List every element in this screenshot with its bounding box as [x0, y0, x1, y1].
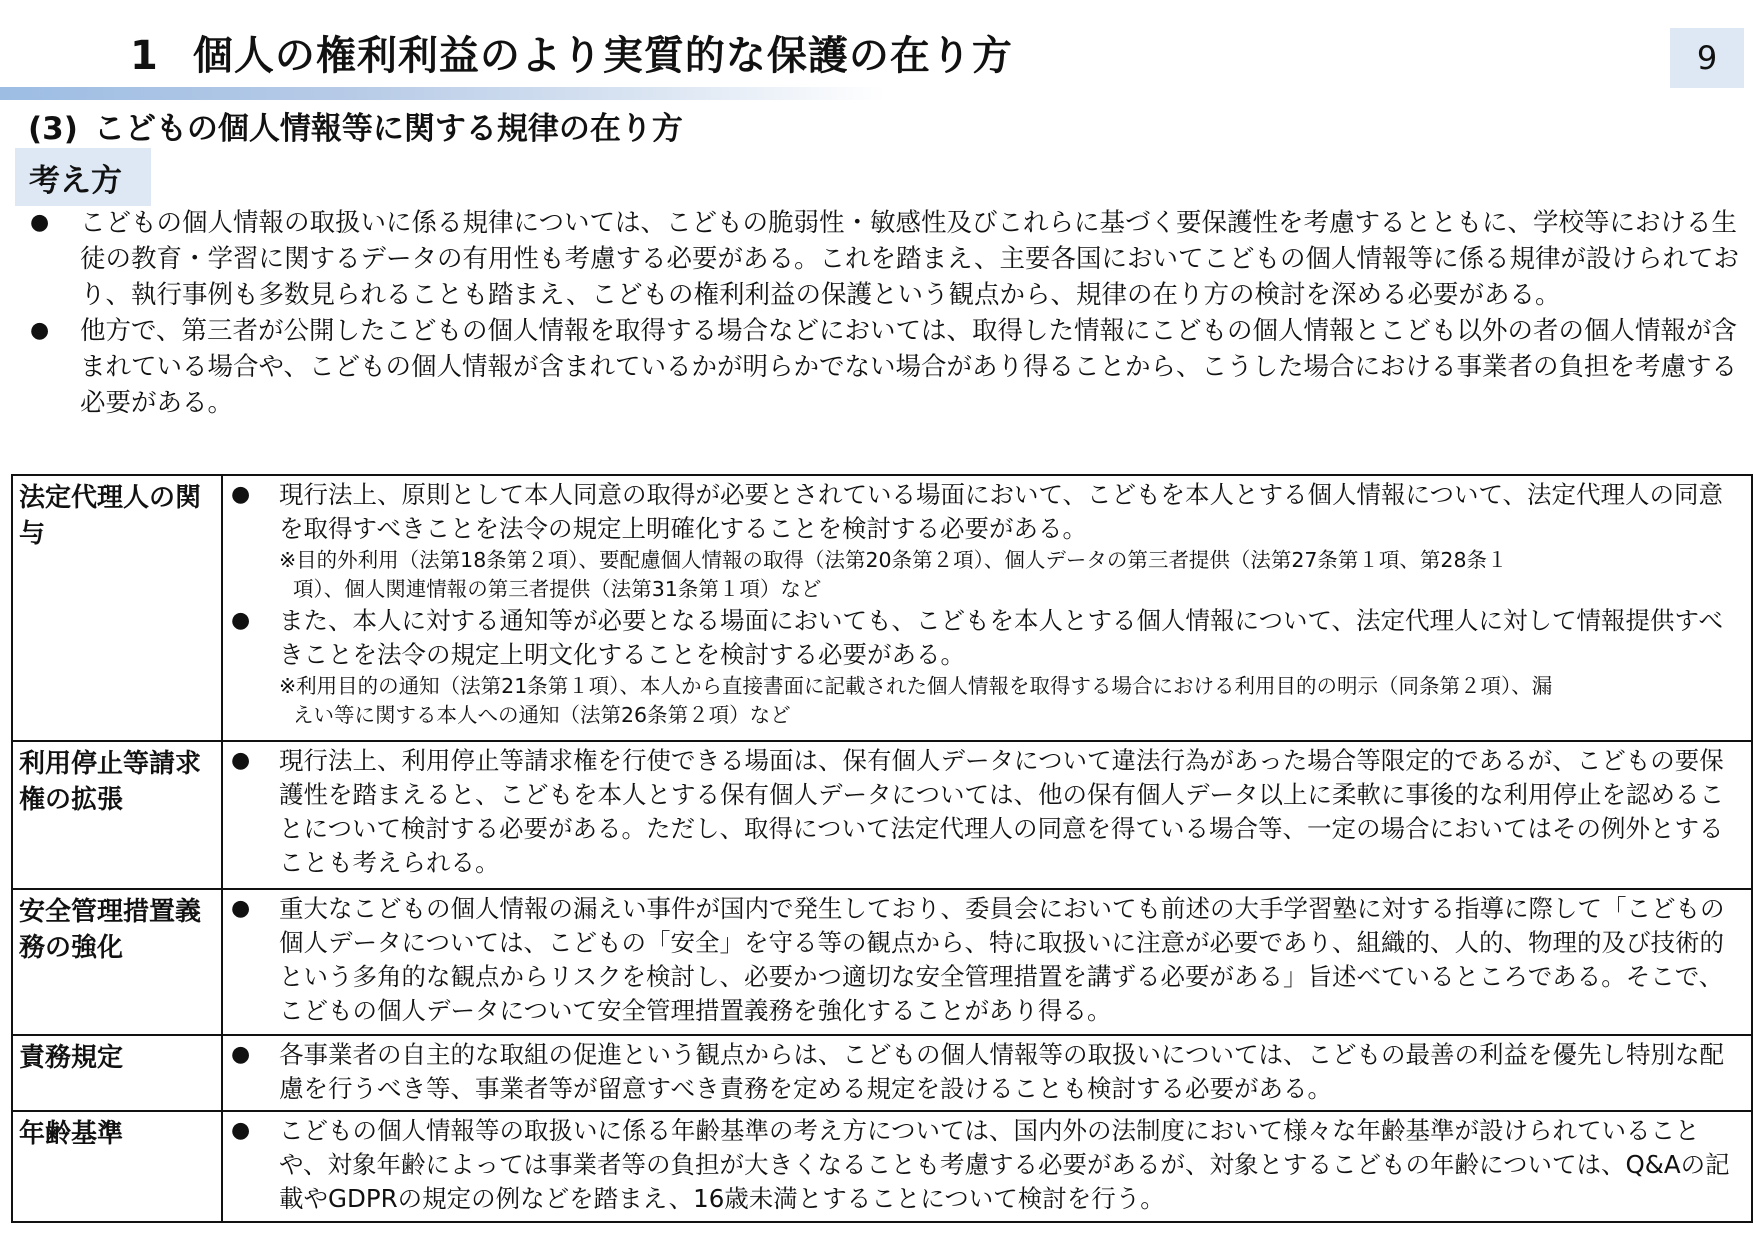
bullet-icon: ● — [30, 318, 50, 343]
rules-table — [11, 474, 1753, 1223]
approach-tag: 考え方 — [15, 148, 151, 206]
bullet-icon: ● — [231, 896, 251, 921]
page-number: 9 — [1670, 28, 1744, 88]
row-label: 安全管理措置義務の強化 — [12, 889, 222, 1035]
table-row — [12, 889, 1752, 1035]
row-bullet-text: 各事業者の自主的な取組の促進という観点からは、こどもの個人情報等の取扱いについては、こどもの最善の利益を優先し特別な配慮を行うべき等、事業者等が留意すべき責務を定める規定を設けることも検討する必要がある。 — [279, 1040, 1725, 1103]
intro-bullet — [24, 313, 1740, 421]
footnote-line: えい等に関する本人への通知（法第26条第２項）など — [293, 703, 791, 727]
row-footnote — [223, 546, 1745, 604]
table-row — [12, 1111, 1752, 1222]
row-content — [222, 741, 1752, 889]
row-content — [222, 1035, 1752, 1111]
row-bullet-text: 現行法上、原則として本人同意の取得が必要とされている場面において、こどもを本人とする個人情報について、法定代理人の同意を取得すべきことを法令の規定上明確化することを検討する必要がある。 — [279, 480, 1724, 543]
row-bullet-text: 重大なこどもの個人情報の漏えい事件が国内で発生しており、委員会においても前述の大手学習塾に対する指導に際して「こどもの個人データについては、こどもの「安全」を守る等の観点から、特に取扱いに注意が必要であり、組織的、人的、物理的及び技術的という多角的な観点からリスクを検討し、必要かつ適切な安全管理措置を講ずる必要がある」旨述べているところである。そこで、こどもの個人データについて安全管理措置義務を強化することがあり得る。 — [279, 894, 1725, 1025]
row-bullet-text: 現行法上、利用停止等請求権を行使できる場面は、保有個人データについて違法行為があった場合等限定的であるが、こどもの要保護性を踏まえると、こどもを本人とする保有個人データについては、他の保有個人データ以上に柔軟に事後的な利用停止を認めることについて検討する必要がある。ただし、取得について法定代理人の同意を得ている場合等、一定の場合においてはその例外とすることも考えられる。 — [279, 746, 1725, 877]
footnote-line: 項）、個人関連情報の第三者提供（法第31条第１項）など — [293, 577, 822, 601]
table-row — [12, 741, 1752, 889]
section-title: 個人の権利利益のより実質的な保護の在り方 — [192, 33, 1013, 79]
bullet-icon: ● — [231, 482, 251, 507]
row-bullet-text: また、本人に対する通知等が必要となる場面においても、こどもを本人とする個人情報について、法定代理人に対して情報提供すべきことを法令の規定上明文化することを検討する必要がある。 — [279, 606, 1724, 669]
row-bullet — [223, 1114, 1745, 1216]
table-row — [12, 1035, 1752, 1111]
bullet-icon: ● — [231, 748, 251, 773]
bullet-icon: ● — [231, 1042, 251, 1067]
intro-bullet — [24, 205, 1740, 313]
title-underline-gradient — [0, 87, 885, 100]
row-bullet — [223, 604, 1745, 672]
row-bullet — [223, 744, 1745, 880]
row-content — [222, 1111, 1752, 1222]
intro-bullet-text: 他方で、第三者が公開したこどもの個人情報を取得する場合などにおいては、取得した情報にこどもの個人情報とこども以外の者の個人情報が含まれている場合や、こどもの個人情報が含まれているかが明らかでない場合があり得ることから、こうした場合における事業者の負担を考慮する必要がある。 — [80, 316, 1737, 418]
subsection-number: (3) — [28, 111, 78, 147]
row-content — [222, 889, 1752, 1035]
row-bullet-text: こどもの個人情報等の取扱いに係る年齢基準の考え方については、国内外の法制度において様々な年齢基準が設けられていることや、対象年齢によっては事業者等の負担が大きくなることも考慮する必要があるが、対象とするこどもの年齢については、Q&Aの記載やGDPRの規定の例などを踏まえ、16歳未満とすることについて検討を行う。 — [279, 1116, 1730, 1213]
section-number: 1 — [130, 33, 159, 79]
subsection-title: こどもの個人情報等に関する規律の在り方 — [93, 111, 683, 147]
footnote-line: ※目的外利用（法第18条第２項）、要配慮個人情報の取得（法第20条第２項）、個人データの第三者提供（法第27条第１項、第28条１ — [279, 548, 1508, 572]
bullet-icon: ● — [231, 1118, 251, 1143]
row-label: 利用停止等請求権の拡張 — [12, 741, 222, 889]
row-bullet — [223, 1038, 1745, 1106]
row-label: 責務規定 — [12, 1035, 222, 1111]
row-label: 年齢基準 — [12, 1111, 222, 1222]
bullet-icon: ● — [231, 608, 251, 633]
table-row — [12, 475, 1752, 741]
intro-bullet-text: こどもの個人情報の取扱いに係る規律については、こどもの脆弱性・敏感性及びこれらに基づく要保護性を考慮するとともに、学校等における生徒の教育・学習に関するデータの有用性も考慮する必要がある。これを踏まえ、主要各国においてこどもの個人情報等に係る規律が設けられており、執行事例も多数見られることも踏まえ、こどもの権利利益の保護という観点から、規律の在り方の検討を深める必要がある。 — [80, 208, 1740, 310]
row-bullet — [223, 478, 1745, 546]
row-footnote — [223, 672, 1745, 730]
slide-title — [130, 24, 1013, 81]
bullet-icon: ● — [30, 210, 50, 235]
intro-bullets — [24, 205, 1740, 421]
row-content — [222, 475, 1752, 741]
subsection-heading — [28, 103, 683, 148]
row-bullet — [223, 892, 1745, 1028]
footnote-line: ※利用目的の通知（法第21条第１項）、本人から直接書面に記載された個人情報を取得する場合における利用目的の明示（同条第２項）、漏 — [279, 674, 1553, 698]
row-label: 法定代理人の関与 — [12, 475, 222, 741]
